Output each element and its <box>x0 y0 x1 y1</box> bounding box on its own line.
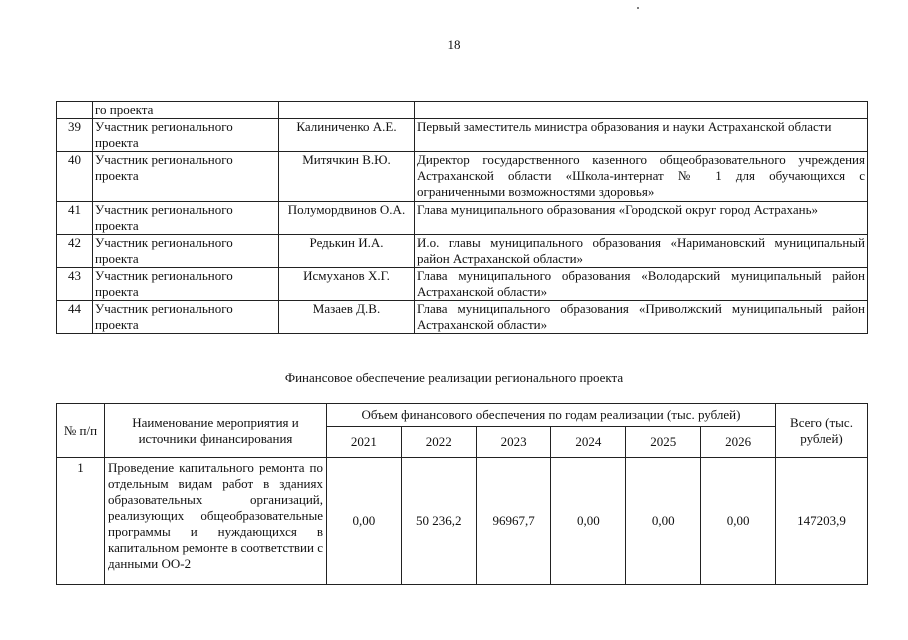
value-cell: 96967,7 <box>476 458 551 585</box>
row-number: 1 <box>57 458 105 585</box>
section-title: Финансовое обеспечение реализации регионального проекта <box>284 370 624 385</box>
participant-role: Участник регионального проекта <box>93 268 279 301</box>
table-row <box>57 202 868 235</box>
row-number: 43 <box>57 268 93 301</box>
page-number: 18 <box>447 37 461 52</box>
participant-name: Митячкин В.Ю. <box>279 152 415 202</box>
scan-speck <box>637 7 639 9</box>
header-year: 2021 <box>327 427 402 458</box>
participant-position <box>415 102 868 119</box>
header-year: 2022 <box>401 427 476 458</box>
row-number: 41 <box>57 202 93 235</box>
header-year: 2025 <box>626 427 701 458</box>
table-row <box>57 268 868 301</box>
value-cell: 0,00 <box>701 458 776 585</box>
participant-name: Мазаев Д.В. <box>279 301 415 334</box>
participant-role: Участник регионального проекта <box>93 202 279 235</box>
activity-name: Проведение капитального ремонта по отдельным видам работ в зданиях образовательных организаций, реализующих общеобразовательные программы и нуждающихся в капитальном ремонте в соответствии с данными ОО-2 <box>105 458 327 585</box>
participant-name: Исмуханов Х.Г. <box>279 268 415 301</box>
header-year: 2024 <box>551 427 626 458</box>
table-row <box>57 152 868 202</box>
value-cell: 0,00 <box>327 458 402 585</box>
header-number: № п/п <box>57 404 105 458</box>
header-total: Всего (тыс. рублей) <box>776 404 868 458</box>
value-cell: 0,00 <box>551 458 626 585</box>
participant-name <box>279 102 415 119</box>
row-number: 39 <box>57 119 93 152</box>
participant-position: Глава муниципального образования «Володарский муниципальный район Астраханской области» <box>415 268 868 301</box>
participant-position: Директор государственного казенного общеобразовательного учреждения Астраханской области «Школа-интернат № 1 для обучающихся с ограниченными возможностями здоровья» <box>415 152 868 202</box>
header-year: 2023 <box>476 427 551 458</box>
participant-role: Участник регионального проекта <box>93 152 279 202</box>
table-row <box>57 102 868 119</box>
value-cell: 50 236,2 <box>401 458 476 585</box>
participant-position: И.о. главы муниципального образования «Наримановский муниципальный район Астраханской области» <box>415 235 868 268</box>
table-row <box>57 301 868 334</box>
value-cell: 0,00 <box>626 458 701 585</box>
table-row <box>57 235 868 268</box>
participant-position: Первый заместитель министра образования и науки Астраханской области <box>415 119 868 152</box>
header-row <box>57 404 868 427</box>
row-number <box>57 102 93 119</box>
participants-table <box>56 101 868 334</box>
row-number: 40 <box>57 152 93 202</box>
total-cell: 147203,9 <box>776 458 868 585</box>
header-year: 2026 <box>701 427 776 458</box>
participant-name: Калиниченко А.Е. <box>279 119 415 152</box>
header-name: Наименование мероприятия и источники финансирования <box>105 404 327 458</box>
finance-table <box>56 403 868 585</box>
participant-position: Глава муниципального образования «Городской округ город Астрахань» <box>415 202 868 235</box>
participant-role: Участник регионального проекта <box>93 301 279 334</box>
table-row <box>57 458 868 585</box>
participant-name: Полумордвинов О.А. <box>279 202 415 235</box>
row-number: 42 <box>57 235 93 268</box>
table-row <box>57 119 868 152</box>
participant-name: Редькин И.А. <box>279 235 415 268</box>
participant-role: Участник регионального проекта <box>93 119 279 152</box>
header-volume: Объем финансового обеспечения по годам реализации (тыс. рублей) <box>327 404 776 427</box>
participant-role: Участник регионального проекта <box>93 235 279 268</box>
row-number: 44 <box>57 301 93 334</box>
participant-position: Глава муниципального образования «Приволжский муниципальный район Астраханской области» <box>415 301 868 334</box>
participant-role: го проекта <box>93 102 279 119</box>
